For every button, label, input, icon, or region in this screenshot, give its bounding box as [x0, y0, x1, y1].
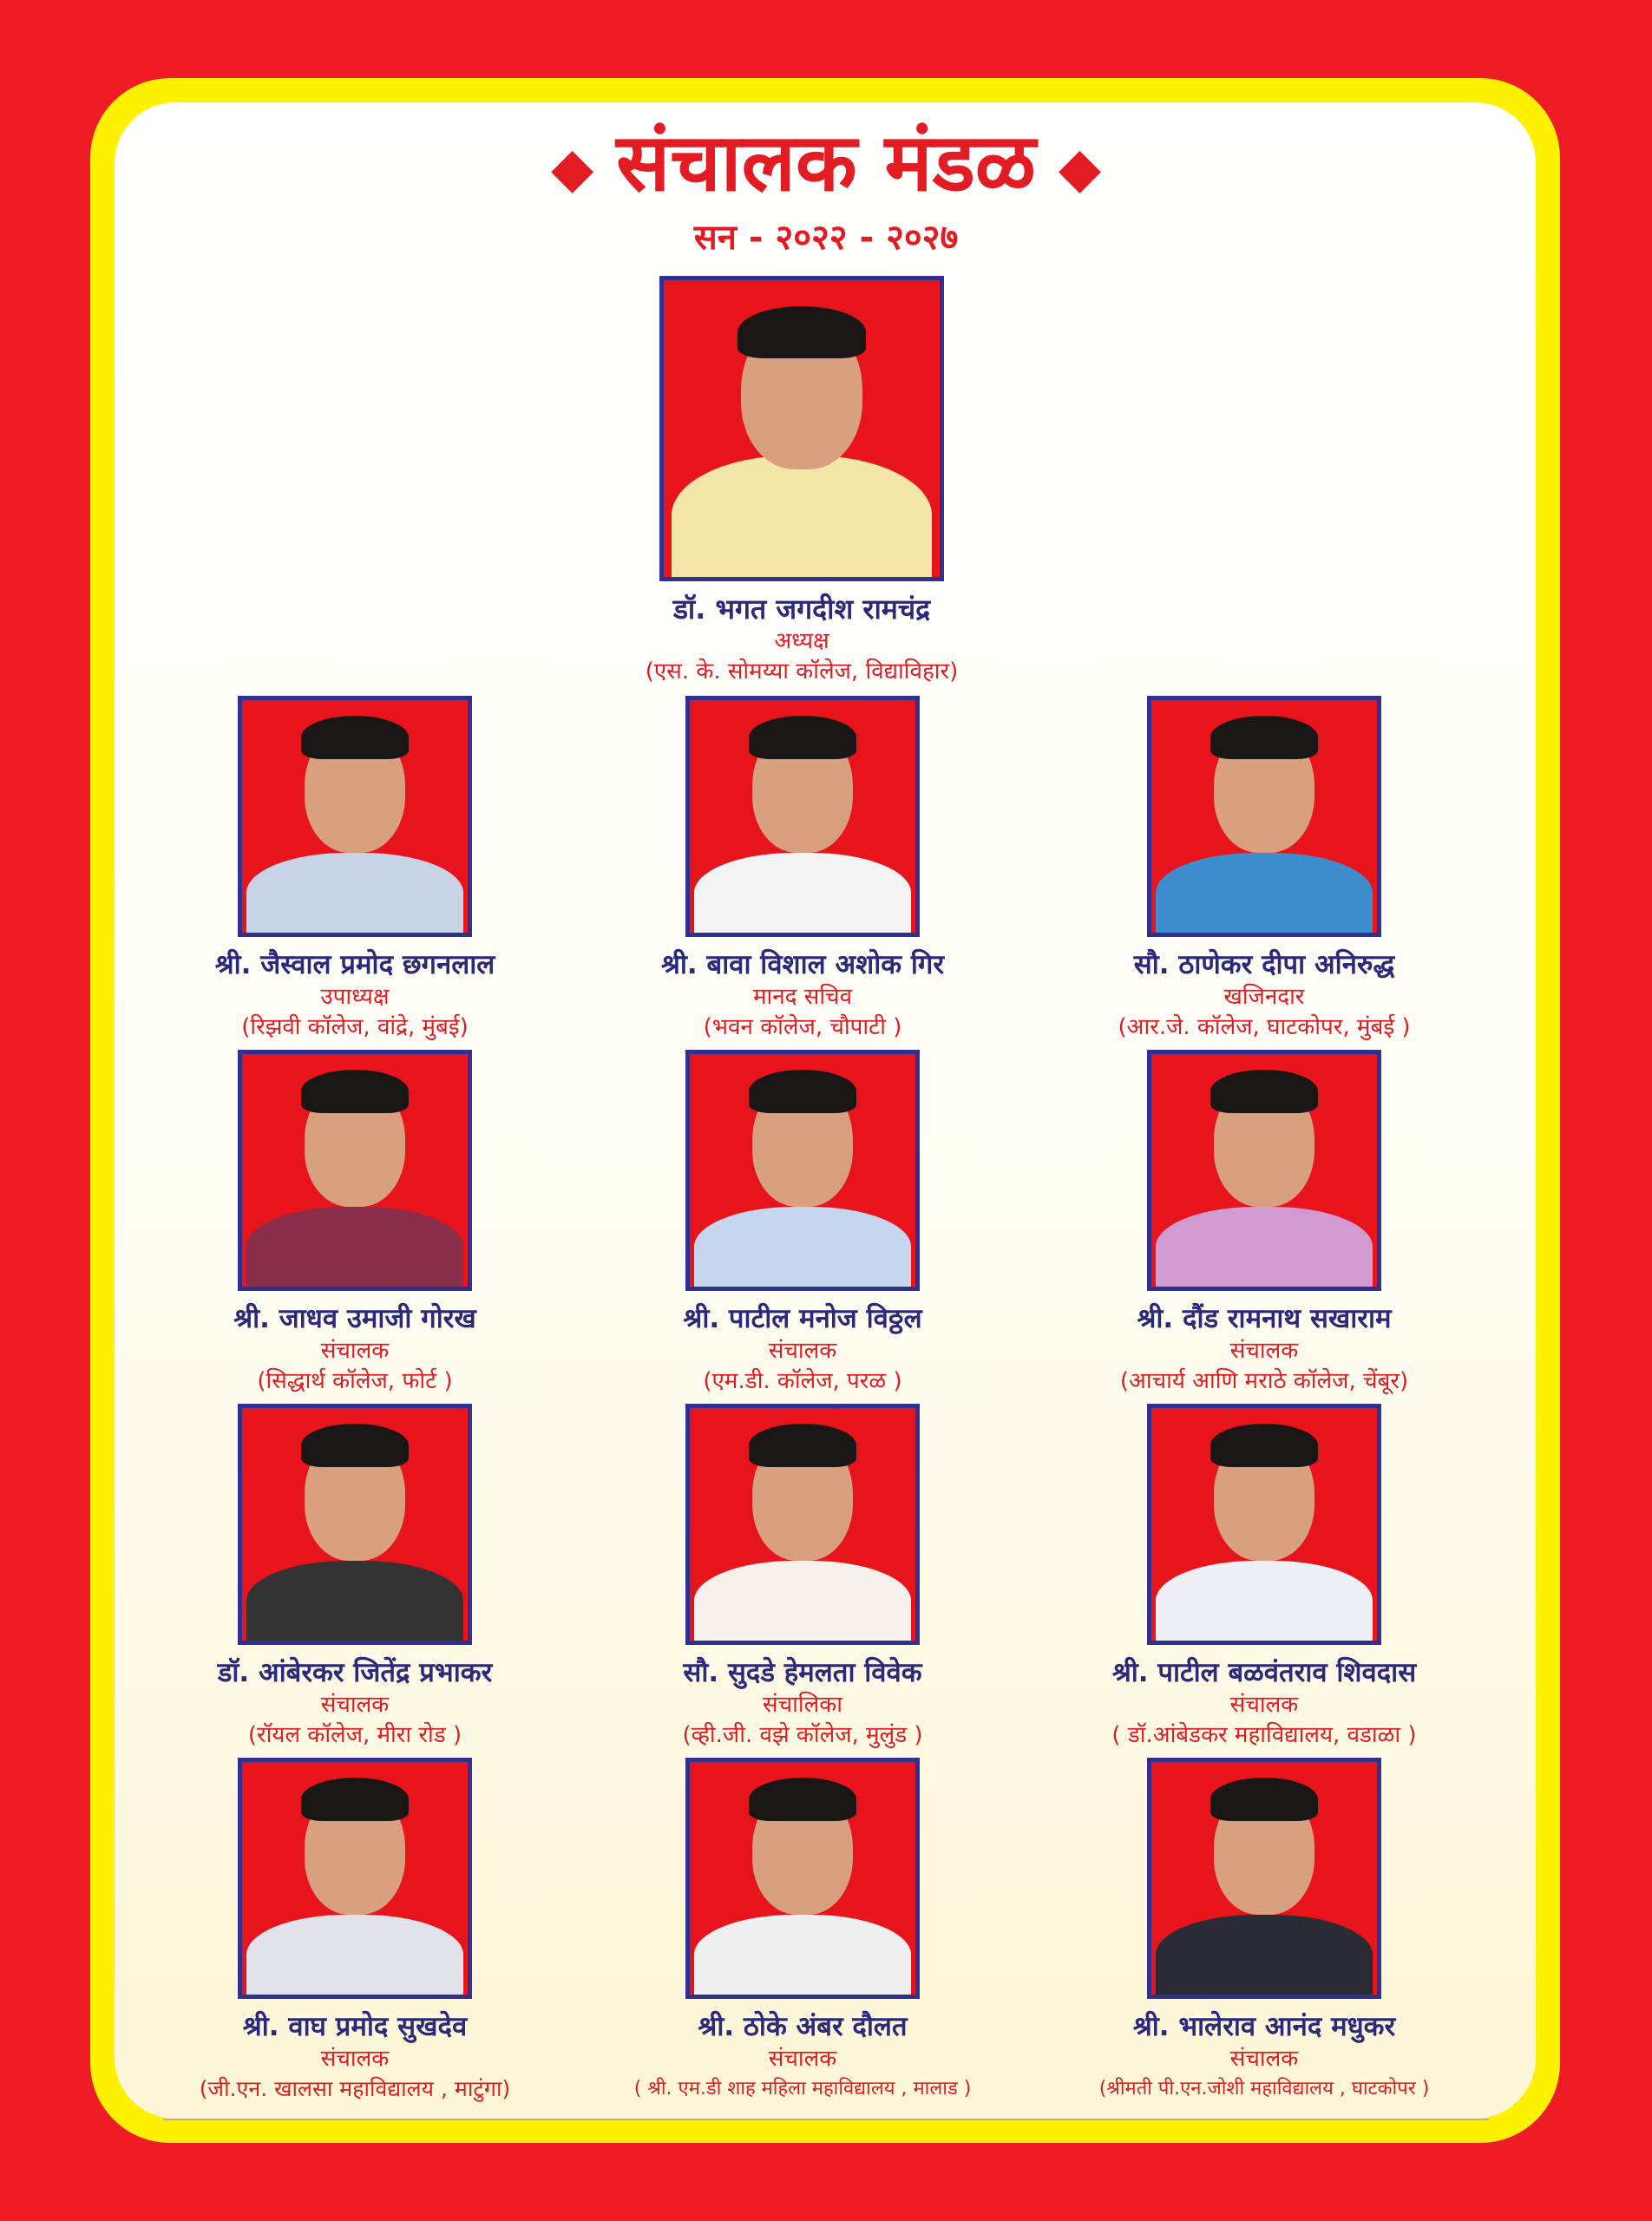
member-role: संचालक	[320, 1692, 390, 1718]
member-college: (रिझवी कॉलेज, वांद्रे, मुंबई)	[241, 1014, 469, 1040]
photo-hair	[749, 1070, 856, 1113]
photo-hair	[1210, 716, 1318, 759]
member-photo	[238, 696, 472, 937]
member-card	[1060, 1404, 1468, 1751]
diamond-icon-left: ◆	[550, 135, 594, 200]
member-role: संचालक	[320, 1338, 390, 1364]
photo-hair	[749, 1778, 856, 1821]
bottom-divider	[163, 2119, 1489, 2120]
member-photo	[685, 1404, 920, 1645]
member-photo	[1147, 1050, 1381, 1291]
member-card	[1060, 696, 1468, 1043]
member-college: (जी.एन. खालसा महाविद्यालय , माटुंगा)	[199, 2076, 511, 2101]
member-name: श्री. भालेराव आनंद मधुकर	[1132, 2011, 1396, 2042]
member-role: संचालक	[1229, 1338, 1299, 1364]
member-name: श्री. जैस्वाल प्रमोद छगनलाल	[214, 949, 495, 980]
member-name: श्री. जाधव उमाजी गोरख	[233, 1303, 476, 1334]
photo-torso	[694, 1207, 911, 1291]
member-card	[151, 1050, 559, 1397]
president-role: अध्यक्ष	[774, 628, 829, 654]
member-college: (आर.जे. कॉलेज, घाटकोपर, मुंबई )	[1118, 1014, 1411, 1040]
member-card	[151, 1404, 559, 1751]
photo-torso	[694, 1561, 911, 1645]
president-name: डॉ. भगत जगदीश रामचंद्र	[672, 593, 931, 626]
member-photo	[1147, 696, 1381, 937]
member-role: संचालिका	[763, 1692, 842, 1718]
member-photo	[1147, 1758, 1381, 1999]
member-photo	[238, 1404, 472, 1645]
president-card	[538, 276, 1065, 687]
member-card	[151, 1758, 559, 2105]
member-name: श्री. बावा विशाल अशोक गिर	[660, 949, 945, 980]
member-college: ( श्री. एम.डी शाह महिला महाविद्यालय , मालाड )	[633, 2078, 972, 2100]
member-college: (व्ही.जी. वझे कॉलेज, मुलुंड )	[682, 1722, 923, 1748]
photo-hair	[749, 716, 856, 759]
photo-torso	[1156, 1915, 1373, 1999]
member-card	[578, 1758, 1027, 2105]
member-name: डॉ. आंबेरकर जितेंद्र प्रभाकर	[217, 1657, 493, 1688]
member-role: संचालक	[320, 2046, 390, 2072]
diamond-icon-right: ◆	[1058, 135, 1102, 200]
member-card	[599, 1404, 1006, 1751]
member-role: संचालक	[1229, 2046, 1299, 2072]
member-role: संचालक	[768, 2046, 837, 2072]
member-photo	[1147, 1404, 1381, 1645]
member-role: खजिनदार	[1223, 984, 1305, 1010]
photo-hair	[1210, 1070, 1318, 1113]
president-photo	[659, 276, 944, 581]
member-college: ( डॉ.आंबेडकर महाविद्यालय, वडाळा )	[1111, 1722, 1417, 1748]
member-college: (सिद्धार्थ कॉलेज, फोर्ट )	[257, 1368, 453, 1394]
president-college: (एस. के. सोमय्या कॉलेज, विद्याविहार)	[645, 658, 959, 685]
member-role: मानद सचिव	[752, 984, 853, 1010]
photo-hair	[301, 1424, 409, 1467]
photo-torso	[672, 455, 932, 581]
member-college: (एम.डी. कॉलेज, परळ )	[703, 1368, 902, 1394]
member-college: (भवन कॉलेज, चौपाटी )	[703, 1014, 902, 1040]
photo-torso	[1156, 1561, 1373, 1645]
member-name: सौ. ठाणेकर दीपा अनिरुद्ध	[1133, 949, 1395, 980]
member-role: संचालक	[768, 1338, 837, 1364]
photo-hair	[301, 1070, 409, 1113]
member-card	[1039, 1758, 1489, 2105]
photo-torso	[246, 1207, 463, 1291]
page-title	[0, 111, 1652, 220]
member-college: (आचार्य आणि मराठे कॉलेज, चेंबूर)	[1119, 1368, 1409, 1394]
photo-hair	[301, 716, 409, 759]
photo-torso	[1156, 853, 1373, 937]
member-photo	[238, 1050, 472, 1291]
photo-torso	[694, 853, 911, 937]
photo-hair	[301, 1778, 409, 1821]
photo-hair	[738, 306, 866, 358]
member-photo	[238, 1758, 472, 1999]
title-text: संचालक मंडळ	[616, 116, 1036, 209]
member-name: श्री. ठोके अंबर दौलत	[698, 2011, 908, 2042]
photo-torso	[246, 1561, 463, 1645]
photo-hair	[749, 1424, 856, 1467]
member-name: श्री. वाघ प्रमोद सुखदेव	[242, 2011, 468, 2042]
photo-hair	[1210, 1424, 1318, 1467]
member-name: श्री. दौंड रामनाथ सखाराम	[1137, 1303, 1392, 1334]
member-college: (श्रीमती पी.एन.जोशी महाविद्यालय , घाटकोपर )	[1098, 2078, 1430, 2100]
photo-torso	[246, 1915, 463, 1999]
member-card	[1060, 1050, 1468, 1397]
member-college: (रॉयल कॉलेज, मीरा रोड )	[247, 1722, 462, 1748]
term-subtitle: सन - २०२२ - २०२७	[693, 218, 959, 258]
member-photo	[685, 1758, 920, 1999]
member-photo	[685, 696, 920, 937]
member-role: उपाध्यक्ष	[320, 984, 390, 1010]
member-photo	[685, 1050, 920, 1291]
photo-hair	[1210, 1778, 1318, 1821]
photo-torso	[1156, 1207, 1373, 1291]
photo-torso	[246, 853, 463, 937]
member-card	[599, 696, 1006, 1043]
member-name: श्री. पाटील मनोज विठ्ठल	[683, 1303, 922, 1334]
member-name: श्री. पाटील बळवंतराव शिवदास	[1111, 1657, 1417, 1688]
member-card	[151, 696, 559, 1043]
member-name: सौ. सुदडे हेमलता विवेक	[683, 1657, 922, 1688]
photo-torso	[694, 1915, 911, 1999]
member-role: संचालक	[1229, 1692, 1299, 1718]
member-card	[599, 1050, 1006, 1397]
